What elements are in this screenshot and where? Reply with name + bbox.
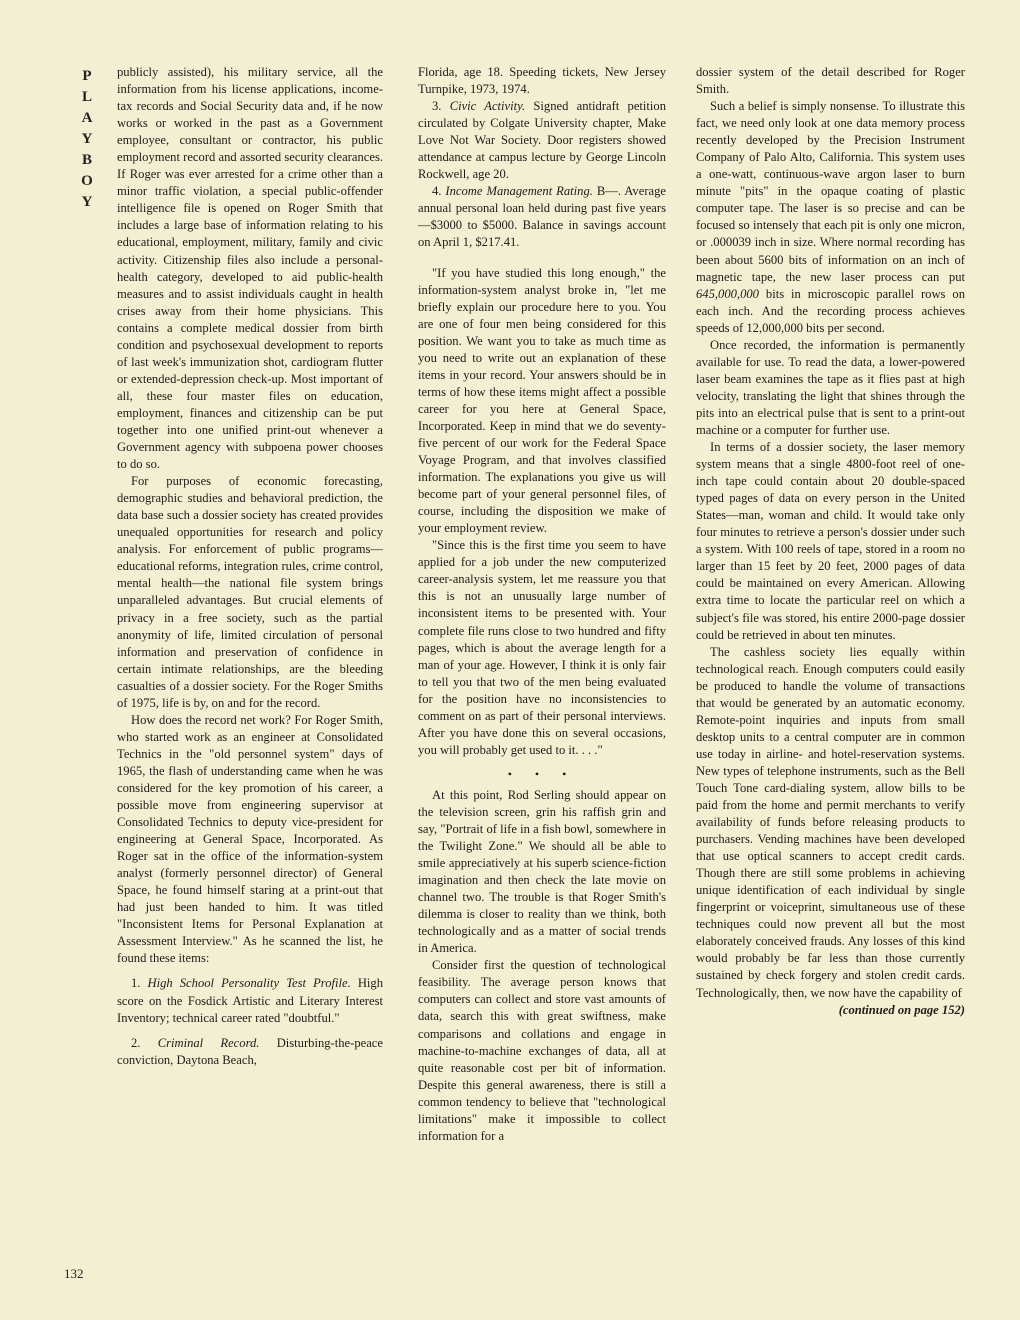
masthead-letter: P xyxy=(82,68,92,84)
masthead-letter: Y xyxy=(81,194,93,210)
item-number: 2. xyxy=(131,1035,141,1050)
page-number: 132 xyxy=(64,1266,84,1281)
text-column-2 xyxy=(418,64,666,1145)
paragraph: Consider first the question of technological feasibility. The average person knows that computers can collect and store vast amounts of data, search this with great swiftness, make comparisons and collations and engage in machine-to-machine exchanges of data, all at quite reasonable cost per bit of information. Despite this general awareness, there is still a common tendency to believe that "technological limitations" make it impossible to collect information for a xyxy=(418,958,666,1143)
paragraph xyxy=(696,98,965,337)
masthead-letter: B xyxy=(81,152,92,168)
list-item xyxy=(418,98,666,183)
paragraph-text: Such a belief is simply nonsense. To illustrate this fact, we need only look at one data memory process recently developed by the Precision Instrument Company of Palo Alto, California. This system uses a one-watt, continuous-wave argon laser to burn minute "pits" in the opaque coating of plastic computer tape. The laser is so precise and can be focused so intensely that each pit is only one micron, or .000039 inch in size. Where normal recording has been about 5600 bits of information on an inch of magnetic tape, the new laser process can put xyxy=(696,99,965,284)
paragraph: For purposes of economic forecasting, demographic studies and behavioral prediction, the data base such a dossier society has created provides unequaled opportunities for research and policy analysis. For enforcement of public programs—educational reforms, integration rules, crime control, mental health—the national file system brings unparalleled advantages. But crucial elements of privacy in a free society, such as the partial anonymity of life, limited circulation of personal information and preservation of confidence in certain intimate relationships, are the bleeding casualties of a dossier society. For the Roger Smiths of 1975, life is by, on and for the record. xyxy=(117,474,383,710)
masthead-letter: L xyxy=(81,89,92,105)
paragraph: In terms of a dossier society, the laser memory system means that a single 4800-foot reel of one-inch tape could contain about 20 double-spaced typed pages of data on every person in the United States—man, woman and child. It would take only four minutes to retrieve a person's dossier under such a system. With 100 reels of tape, stored in a room no larger than 15 feet by 20 feet, 2000 pages of data could be maintained on every American. Allowing extra time to locate the particular reel on which a subject's file was stored, his entire 2000-page dossier could be retrieved in about ten minutes. xyxy=(696,440,965,642)
text-column-1 xyxy=(117,64,383,1069)
item-text: Signed antidraft petition circulated by Colgate University chapter, Make Love Not War Society. Door registers showed attendance at campus lecture by George Lincoln Rockwell, age 20. xyxy=(418,99,666,182)
paragraph-text: bits in microscopic parallel rows on each inch. And the recording process achieves speeds of 12,000,000 bits per second. xyxy=(696,286,965,335)
emphasized-number: 645,000,000 xyxy=(696,286,759,301)
continued-on-page: (continued on page 152) xyxy=(838,1002,965,1017)
item-number: 4. xyxy=(432,184,442,199)
list-item xyxy=(117,975,383,1026)
item-title: High School Personality Test Profile. xyxy=(147,976,351,991)
paragraph: At this point, Rod Serling should appear on the television screen, grin his raffish grin and say, "Portrait of life in a fish bowl, somewhere in the Twilight Zone." We should all be able to smile appreciatively at his superb science-fiction imagination and then check the late movie on channel two. The trouble is that Roger Smith's dilemma is closer to reality than we think, both technologically and as a matter of social trends in America. xyxy=(418,787,666,956)
text-column-3 xyxy=(696,64,965,1019)
paragraph: "If you have studied this long enough," the information-system analyst broke in, "let me briefly explain our procedure here to you. You are one of four men being considered for this position. We want you to take as much time as you need to write out an explanation of these items in your record. Your answers should be in terms of how these items might affect a possible career for you here at General Space, Incorporated. Keep in mind that we do seventy-five percent of our work for the Federal Space Voyage Program, and that involves classified information. The explanations you give us will become part of your general personnel files, of course, including the disposition we make of your employment review. xyxy=(418,265,666,536)
item-title: Criminal Record. xyxy=(157,1035,260,1050)
paragraph: "Since this is the first time you seem to have applied for a job under the new computerized career-analysis system, let me reassure you that this is not an unusually large number of inconsistent items to be presented with. Your complete file runs close to two hundred and fifty pages, which is about the average length for a man of your age. However, I think it is only fair to tell you that two of the men being evaluated for the position have no inconsistencies to comment on as part of their personal interviews. After you have done this on several occasions, you will probably get used to it. . . ." xyxy=(418,538,666,757)
paragraph: The cashless society lies equally within technological reach. Enough computers could easily be produced to handle the volume of transactions that would be generated by an automatic economy. Remote-point inquiries and inputs from small desktop units to a central computer are in common use today in airline- and hotel-reservation systems. New types of telephone instruments, such as the Bell Touch Tone card-dialing system, allow bills to be paid from the home and permit merchants to verify availability of funds before releasing products to purchasers. Vending machines have been developed that use optical scanners to accept credit cards. Though there are still some problems in achieving unique identification of each individual by single fingerprint or voiceprint, simultaneous use of these techniques could now prevent all but the most elaborately conceived frauds. Any losses of this kind would probably be far less than those currently sustained by check forgery and stolen credit cards. Technologically, then, we now have the capability of xyxy=(696,644,965,1000)
item-title: Civic Activity. xyxy=(449,99,526,114)
masthead-letter: O xyxy=(81,173,93,189)
section-break-dots: • • • xyxy=(507,766,577,781)
paragraph: dossier system of the detail described for Roger Smith. xyxy=(696,65,965,97)
list-item xyxy=(418,183,666,251)
item-title: Income Management Rating. xyxy=(445,184,593,199)
list-item xyxy=(117,1035,383,1069)
magazine-masthead xyxy=(76,66,98,213)
paragraph: How does the record net work? For Roger Smith, who started work as an engineer at Consolidated Technics in the "old personnel system" days of 1965, the flash of understanding came when he was considered for the key promotion of his career, a possible move from engineering supervisor at Consolidated Technics to deputy vice-president for engineering at General Space, Incorporated. As Roger sat in the office of the information-system analyst (formerly personnel director) of General Space, he found himself staring at a print-out that had just been handed to him. It was titled "Inconsistent Items for Personal Explanation at Assessment Interview." As he scanned the list, he found these items: xyxy=(117,712,383,966)
masthead-letter: A xyxy=(81,110,93,126)
paragraph: Florida, age 18. Speeding tickets, New Jersey Turnpike, 1973, 1974. xyxy=(418,65,666,97)
item-text: B—. Average annual personal loan held during past five years—$3000 to $5000. Balance in savings account on April 1, $217.41. xyxy=(418,184,666,250)
item-text: Disturbing-the-peace conviction, Daytona Beach, xyxy=(117,1035,383,1067)
item-number: 1. xyxy=(131,976,141,991)
masthead-letter: Y xyxy=(81,131,93,147)
paragraph: publicly assisted), his military service, all the information from his license applications, income-tax records and Social Security data and, if he now works or worked in the past as a Government employee, consultant or contractor, his public employment record and assorted security clearances. If Roger was ever arrested for a crime other than a minor traffic violation, a special public-offender intelligence file is opened on Roger Smith that includes a large base of information relating to his educational, employment, military, family and civic activity. Citizenship files also include a personal-health category, developed to aid public-health measures and to assist individuals caught in health crises away from their home physicians. This contains a complete medical dossier from birth condition and psychosexual development to reports of last week's immunization shot, cardiogram flutter or extended-depression check-up. Most important of all, these four master files on education, employment, finances and citizenship can be put together into one unified print-out whenever a Government agency with subpoena power chooses to do so. xyxy=(117,65,383,472)
item-number: 3. xyxy=(432,99,442,114)
paragraph: Once recorded, the information is permanently available for use. To read the data, a lower-powered laser beam examines the tape as it flies past at high velocity, translating the light that shines through the pits into an electrical pulse that is sent to a print-out machine or a computer for further use. xyxy=(696,337,965,437)
item-text: High score on the Fosdick Artistic and Literary Interest Inventory; technical career rated "doubtful." xyxy=(117,976,383,1025)
